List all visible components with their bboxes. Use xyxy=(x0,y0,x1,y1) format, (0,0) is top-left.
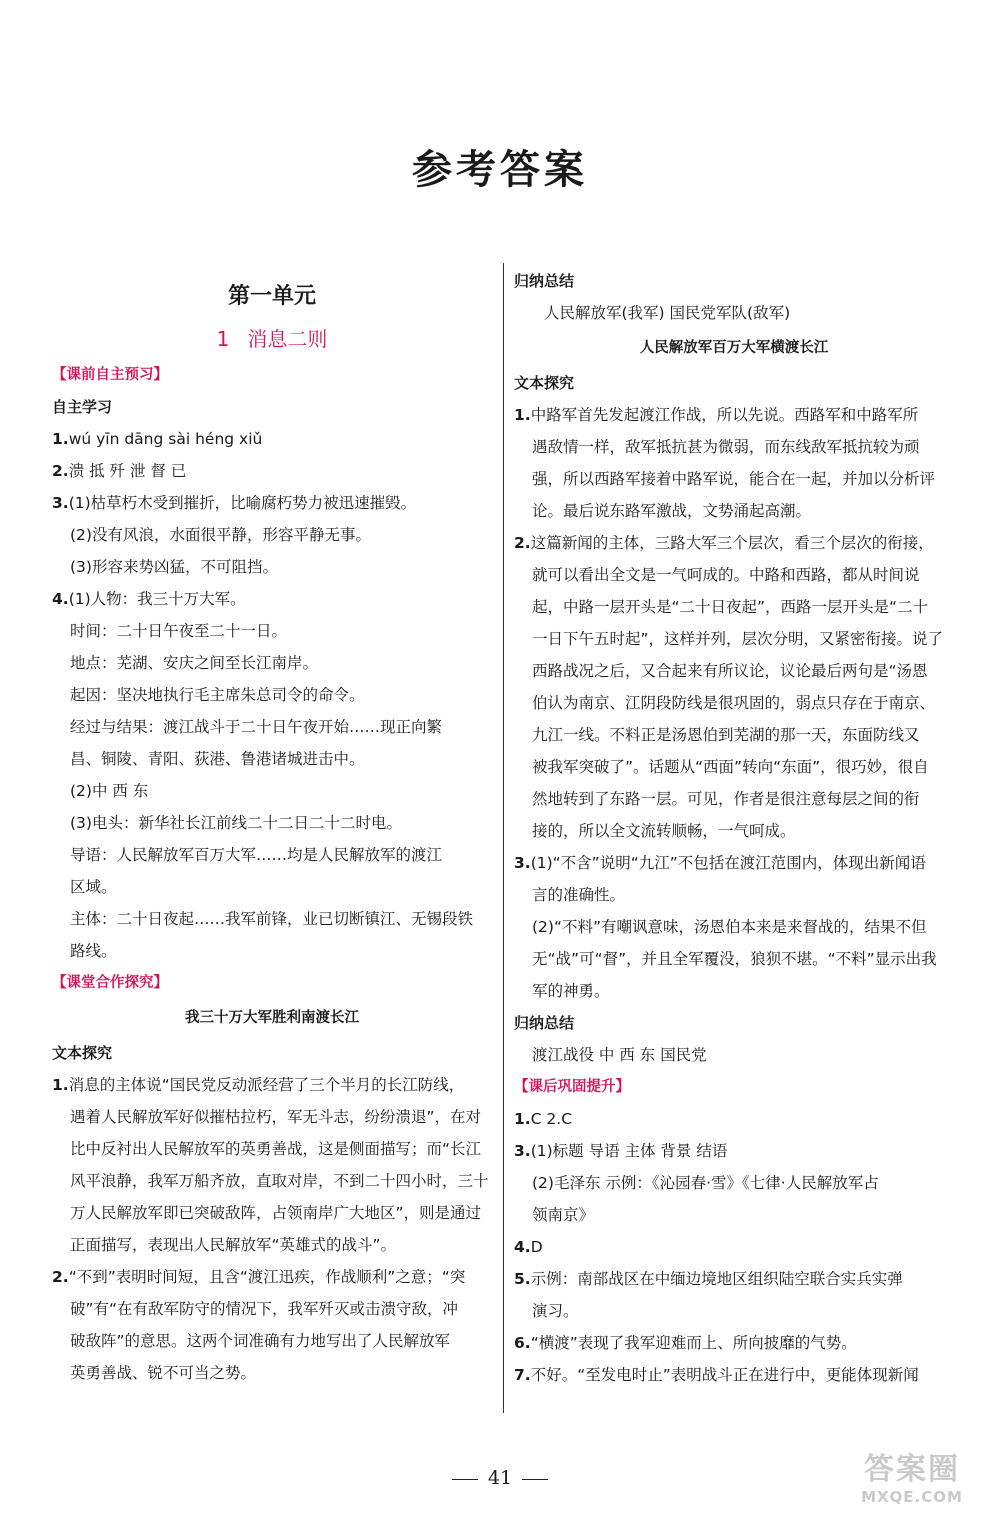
answer-line: (2)中 西 东 xyxy=(70,782,149,800)
answer-line: (2)“不料”有嘲讽意味，汤恩伯本来是来督战的，结果不但 xyxy=(532,918,927,936)
section-tag: 【课后巩固提升】 xyxy=(514,1079,630,1095)
question-number: 1. xyxy=(52,1076,69,1094)
unit-title: 第一单元 xyxy=(227,283,316,309)
answer-line: 强，所以西路军接着中路军说，能合在一起，并加以分析评 xyxy=(532,470,936,488)
question-number: 4. xyxy=(52,590,69,608)
answer-text: 不好。“至发电时止”表明战斗正在进行中，更能体现新闻 xyxy=(530,1366,919,1384)
answer-line: 被我军突破了”。话题从“西面”转向“东面”，很巧妙，很自 xyxy=(532,758,929,776)
answer-text: “横渡”表现了我军迎难而上、所向披靡的气势。 xyxy=(530,1334,857,1352)
left-column xyxy=(52,265,492,1389)
answer-item xyxy=(52,1261,492,1293)
subsection-heading: 归纳总结 xyxy=(514,1014,575,1032)
answer-line: 九江一线。不料正是汤恩伯到芜湖的那一天，东面防线又 xyxy=(532,726,920,744)
answer-line: 然地转到了东路一层。可见，作者是很注意每层之间的衔 xyxy=(532,790,920,808)
answer-line: 正面描写，表现出人民解放军“英雄式的战斗”。 xyxy=(70,1236,397,1254)
answer-item xyxy=(52,455,492,487)
answer-item xyxy=(52,423,492,455)
answer-text: (1)“不含”说明“九江”不包括在渡江范围内，体现出新闻语 xyxy=(530,854,926,872)
answer-item xyxy=(514,1263,954,1295)
answer-line: 英勇善战、锐不可当之势。 xyxy=(70,1364,257,1382)
answer-item xyxy=(514,1231,954,1263)
question-number: 2. xyxy=(52,462,69,480)
answer-line: 破”有“在有敌军防守的情况下，我军歼灭或击溃守敌，冲 xyxy=(70,1300,459,1318)
answer-line: 接的，所以全文流转顺畅，一气呵成。 xyxy=(532,822,796,840)
answer-line: 比中反衬出人民解放军的英勇善战，这是侧面描写；而“长江 xyxy=(70,1140,482,1158)
lesson-title xyxy=(52,319,492,359)
question-number: 1. xyxy=(514,406,531,424)
answer-text: 溃 抵 歼 泄 督 已 xyxy=(68,462,187,480)
answer-line: 无“战”可“督”，并且全军覆没，狼狈不堪。“不料”显示出我 xyxy=(532,950,937,968)
subsection-heading: 文本探究 xyxy=(514,374,575,392)
answer-line: (3)电头：新华社长江前线二十二日二十二时电。 xyxy=(70,814,402,832)
answer-line: 军的神勇。 xyxy=(532,982,610,1000)
answer-line: 路线。 xyxy=(70,942,117,960)
left-column-body xyxy=(52,359,492,1389)
question-number: 3. xyxy=(514,854,531,872)
answer-text: C 2.C xyxy=(530,1110,573,1128)
answer-text: (1)人物：我三十万大军。 xyxy=(68,590,246,608)
answer-line: 破敌阵”的意思。这两个词准确有力地写出了人民解放军 xyxy=(70,1332,451,1350)
lesson-name: 消息二则 xyxy=(247,327,328,351)
answer-line: 遇敌情一样，敌军抵抗甚为微弱，而东线敌军抵抗较为顽 xyxy=(532,438,920,456)
answer-line: 一日下午五时起”，这样并列，层次分明，又紧密衔接。说了 xyxy=(532,630,944,648)
right-column-body xyxy=(514,265,954,1391)
answer-line: 起因：坚决地执行毛主席朱总司令的命令。 xyxy=(70,686,365,704)
question-number: 3. xyxy=(52,494,69,512)
answer-text: D xyxy=(530,1238,543,1256)
answer-line: 领南京》 xyxy=(532,1206,595,1224)
answer-line: (3)形容来势凶猛，不可阻挡。 xyxy=(70,558,278,576)
question-number: 2. xyxy=(514,534,531,552)
answer-item xyxy=(514,1103,954,1135)
answer-line: (2)毛泽东 示例：《沁园春·雪》《七律·人民解放军占 xyxy=(532,1174,879,1192)
answer-text: 中路军首先发起渡江作战，所以先说。西路军和中路军所 xyxy=(530,406,919,424)
answer-line: 时间：二十日午夜至二十一日。 xyxy=(70,622,288,640)
answer-text: 示例：南部战区在中缅边境地区组织陆空联合实兵实弹 xyxy=(530,1270,903,1288)
answer-line: 主体：二十日夜起……我军前锋，业已切断镇江、无锡段铁 xyxy=(70,910,474,928)
question-number: 2. xyxy=(52,1268,69,1286)
answer-item xyxy=(52,583,492,615)
question-number: 1. xyxy=(52,430,69,448)
column-divider xyxy=(503,263,504,1413)
answer-text: (1)标题 导语 主体 背景 结语 xyxy=(530,1142,728,1160)
question-number: 6. xyxy=(514,1334,531,1352)
answer-text: (1)枯草朽木受到摧折，比喻腐朽势力被迅速摧毁。 xyxy=(68,494,417,512)
watermark-top: 答案圈 xyxy=(864,1452,960,1487)
answer-item xyxy=(514,1327,954,1359)
answer-item xyxy=(514,527,954,559)
answer-item xyxy=(514,1359,954,1391)
question-number: 5. xyxy=(514,1270,531,1288)
question-number: 7. xyxy=(514,1366,531,1384)
answer-text: 这篇新闻的主体，三路大军三个层次，看三个层次的衔接， xyxy=(530,534,934,552)
answer-line: 伯认为南京、江阴段防线是很巩固的，弱点只存在于南京、 xyxy=(532,694,936,712)
answer-item xyxy=(514,1135,954,1167)
answer-item xyxy=(52,1069,492,1101)
question-number: 4. xyxy=(514,1238,531,1256)
answer-line: 演习。 xyxy=(532,1302,579,1320)
answer-line: 人民解放军(我军) 国民党军队(敌军) xyxy=(544,304,791,322)
answer-line: 导语：人民解放军百万大军……均是人民解放军的渡江 xyxy=(70,846,443,864)
answer-line: 昌、铜陵、青阳、荻港、鲁港诸城进击中。 xyxy=(70,750,365,768)
section-tag: 【课前自主预习】 xyxy=(52,367,168,383)
answer-line: 万人民解放军即已突破敌阵，占领南岸广大地区”，则是通过 xyxy=(70,1204,482,1222)
subsection-heading: 文本探究 xyxy=(52,1044,113,1062)
answer-line: (2)没有风浪，水面很平静，形容平静无事。 xyxy=(70,526,371,544)
answer-line: 风平浪静，我军万船齐放，直取对岸，不到二十四小时，三十 xyxy=(70,1172,489,1190)
page-number-text: 41 xyxy=(487,1467,513,1489)
answer-line: 论。最后说东路军激战，文势涌起高潮。 xyxy=(532,502,812,520)
answer-text: “不到”表明时间短，且含“渡江迅疾，作战顺利”之意；“突 xyxy=(68,1268,466,1286)
answer-line: 区域。 xyxy=(70,878,117,896)
answer-item xyxy=(52,487,492,519)
watermark-logo xyxy=(832,1452,992,1514)
answer-line: 经过与结果：渡江战斗于二十日午夜开始……现正向繁 xyxy=(70,718,443,736)
article-title: 人民解放军百万大军横渡长江 xyxy=(639,340,829,356)
answer-text: 消息的主体说“国民党反动派经营了三个半月的长江防线， xyxy=(68,1076,465,1094)
answer-item xyxy=(514,399,954,431)
question-number: 3. xyxy=(514,1142,531,1160)
right-column xyxy=(514,265,954,1391)
answer-line: 地点：芜湖、安庆之间至长江南岸。 xyxy=(70,654,319,672)
subsection-heading: 归纳总结 xyxy=(514,272,575,290)
section-tag: 【课堂合作探究】 xyxy=(52,975,168,991)
watermark-bottom: MXQE.COM xyxy=(861,1488,963,1506)
answer-line: 渡江战役 中 西 东 国民党 xyxy=(532,1046,707,1064)
answer-line: 西路战况之后，又合起来有所议论，议论最后两句是“汤恩 xyxy=(532,662,928,680)
subsection-heading: 自主学习 xyxy=(52,398,113,416)
answer-text: wú yīn dāng sài héng xiǔ xyxy=(68,430,263,448)
answer-line: 言的准确性。 xyxy=(532,886,626,904)
question-number: 1. xyxy=(514,1110,531,1128)
answer-line: 遇着人民解放军好似摧枯拉朽，军无斗志，纷纷溃退”，在对 xyxy=(70,1108,482,1126)
page-title: 参考答案 xyxy=(412,146,588,193)
answer-item xyxy=(514,847,954,879)
lesson-number: 1 xyxy=(216,327,230,351)
answer-line: 就可以看出全文是一气呵成的。中路和西路，都从时间说 xyxy=(532,566,920,584)
article-title: 我三十万大军胜利南渡长江 xyxy=(185,1010,359,1026)
answer-line: 起，中路一层开头是“二十日夜起”，西路一层开头是“二十 xyxy=(532,598,929,616)
